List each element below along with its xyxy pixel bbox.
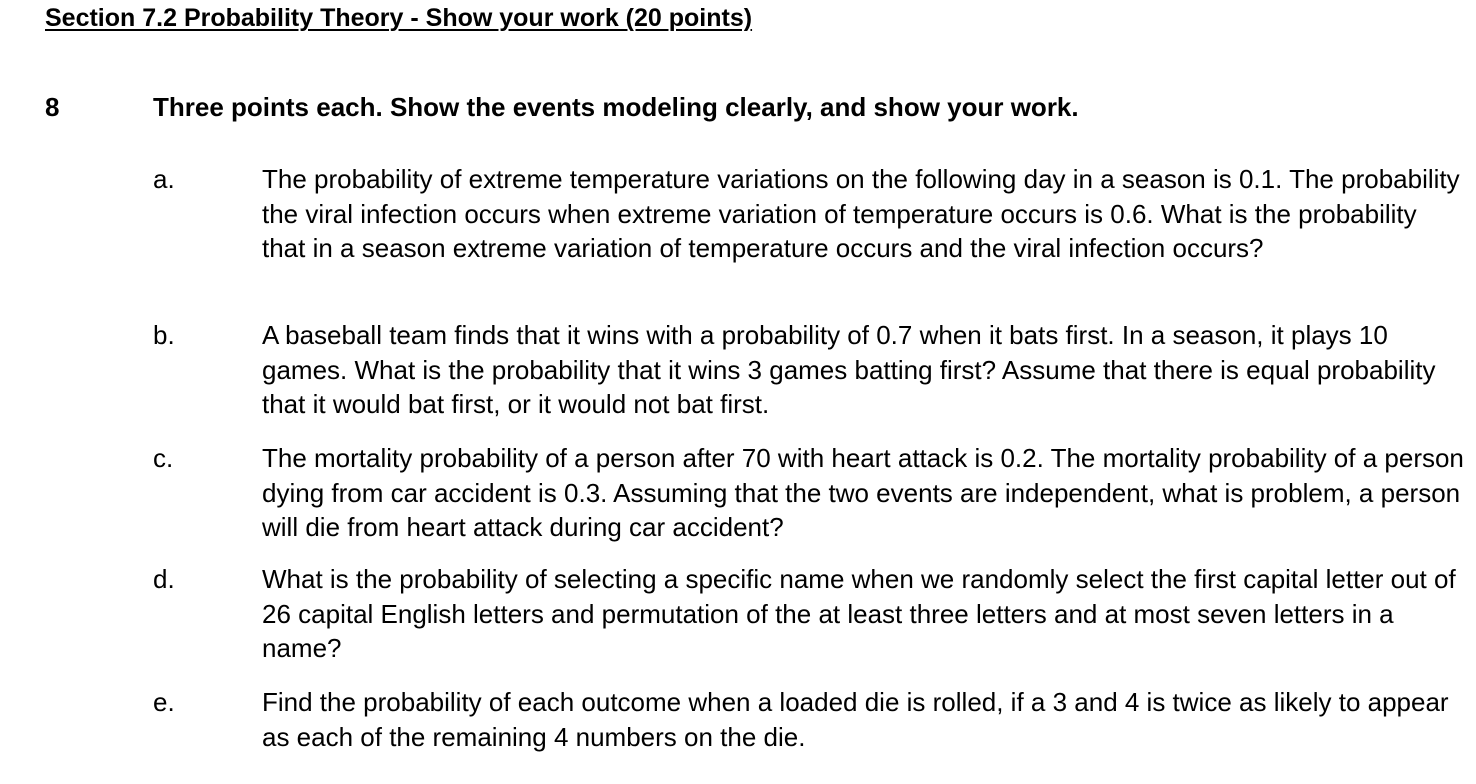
part-letter: b. — [153, 320, 175, 350]
section-title: Section 7.2 Probability Theory - Show your work (20 points) — [45, 4, 753, 32]
question-number: 8 — [45, 92, 60, 122]
part-text: Find the probability of each outcome when a loaded die is rolled, if a 3 and 4 is twice as likely to appear as each of the remaining 4 numbers on the die. — [262, 687, 1449, 752]
part-letter: d. — [153, 564, 175, 594]
part-letter: e. — [153, 687, 175, 717]
part-text: A baseball team finds that it wins with a probability of 0.7 when it bats first. In a season, it plays 10 games. What is the probability that it wins 3 games batting first? Assume that there is equal probability that it would bat first, or it would not bat first. — [262, 320, 1436, 419]
part-text: The probability of extreme temperature variations on the following day in a season is 0.1. The probability the viral infection occurs when extreme variation of temperature occurs is 0.6. What is the probability that in a season extreme variation of temperature occurs and the viral infection occurs? — [262, 164, 1460, 263]
part-letter: c. — [153, 443, 174, 473]
part-text: The mortality probability of a person after 70 with heart attack is 0.2. The mortality probability of a person dying from car accident is 0.3. Assuming that the two events are independent, what is problem, a person will die from heart attack during car accident? — [262, 443, 1464, 542]
part-text: What is the probability of selecting a specific name when we randomly select the first capital letter out of 26 capital English letters and permutation of the at least three letters and at most seven letters in a name? — [262, 564, 1456, 663]
question-intro: Three points each. Show the events modeling clearly, and show your work. — [153, 92, 1079, 122]
part-letter: a. — [153, 164, 175, 194]
